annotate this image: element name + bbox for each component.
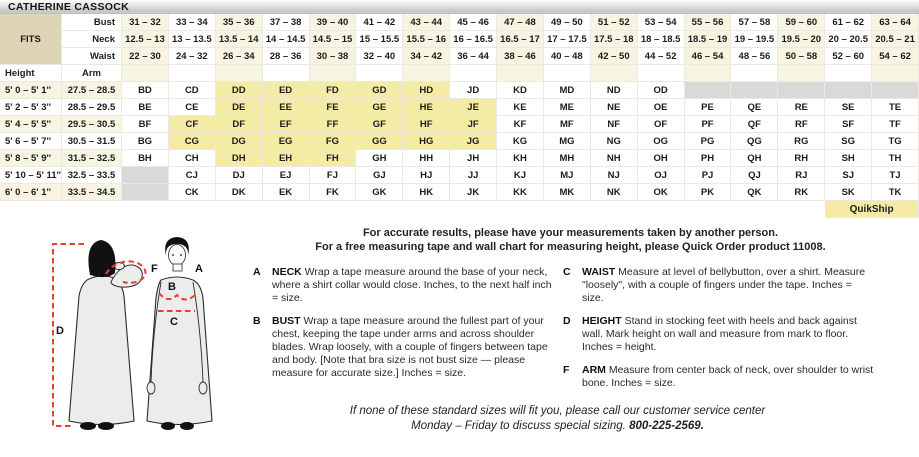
bust-range: 59 – 60 bbox=[778, 14, 825, 31]
size-code-cell: JJ bbox=[450, 167, 497, 184]
size-code-cell: MK bbox=[544, 184, 591, 201]
size-code-cell: NE bbox=[591, 99, 638, 116]
neck-range: 18 – 18.5 bbox=[638, 31, 685, 48]
size-code-cell: OJ bbox=[638, 167, 685, 184]
neck-range: 13.5 – 14 bbox=[216, 31, 263, 48]
neck-range: 12.5 – 13 bbox=[122, 31, 169, 48]
size-code-cell: GF bbox=[356, 116, 403, 133]
size-code-cell: CG bbox=[169, 133, 216, 150]
arm-range: 27.5 – 28.5 bbox=[62, 82, 122, 99]
waist-range: 46 – 54 bbox=[685, 48, 732, 65]
spacer-cell bbox=[216, 65, 263, 82]
size-code-cell bbox=[731, 82, 778, 99]
waist-range: 48 – 56 bbox=[731, 48, 778, 65]
arm-range: 31.5 – 32.5 bbox=[62, 150, 122, 167]
size-code-cell: RJ bbox=[778, 167, 825, 184]
size-code-cell: KE bbox=[497, 99, 544, 116]
size-code-cell: CE bbox=[169, 99, 216, 116]
size-code-cell: SE bbox=[825, 99, 872, 116]
size-code-cell: SJ bbox=[825, 167, 872, 184]
waist-range: 40 – 48 bbox=[544, 48, 591, 65]
size-code-cell bbox=[778, 82, 825, 99]
neck-range: 15.5 – 16 bbox=[403, 31, 450, 48]
height-range: 5' 6 – 5' 7'' bbox=[0, 133, 62, 150]
size-code-cell: NG bbox=[591, 133, 638, 150]
spacer-cell bbox=[591, 65, 638, 82]
size-code-cell: BG bbox=[122, 133, 169, 150]
bust-range: 43 – 44 bbox=[403, 14, 450, 31]
neck-range: 20.5 – 21 bbox=[872, 31, 919, 48]
size-code-cell: BH bbox=[122, 150, 169, 167]
size-code-cell bbox=[122, 167, 169, 184]
size-code-cell: JF bbox=[450, 116, 497, 133]
customer-service-phone: 800-225-2569. bbox=[629, 420, 704, 432]
waist-range: 30 – 38 bbox=[310, 48, 357, 65]
arm-range: 28.5 – 29.5 bbox=[62, 99, 122, 116]
size-code-cell: DJ bbox=[216, 167, 263, 184]
size-code-cell: NH bbox=[591, 150, 638, 167]
size-code-cell: OF bbox=[638, 116, 685, 133]
size-code-cell bbox=[122, 184, 169, 201]
size-code-cell: NK bbox=[591, 184, 638, 201]
size-code-cell: EJ bbox=[263, 167, 310, 184]
size-code-cell: TK bbox=[872, 184, 919, 201]
size-code-cell: MH bbox=[544, 150, 591, 167]
size-code-cell: HH bbox=[403, 150, 450, 167]
size-code-cell: DD bbox=[216, 82, 263, 99]
bust-range: 47 – 48 bbox=[497, 14, 544, 31]
size-code-cell: GD bbox=[356, 82, 403, 99]
height-range: 5' 8 – 5' 9'' bbox=[0, 150, 62, 167]
size-code-cell bbox=[872, 82, 919, 99]
size-code-cell: RE bbox=[778, 99, 825, 116]
size-code-cell: EK bbox=[263, 184, 310, 201]
height-range: 6' 0 – 6' 1'' bbox=[0, 184, 62, 201]
size-code-cell: OH bbox=[638, 150, 685, 167]
size-code-cell: FG bbox=[310, 133, 357, 150]
instruction-text: BUST Wrap a tape measure around the fullest part of your chest, keeping the tape under arms and across shoulder blades. Wrap loosely, with a couple of fingers between tape and body. [Note that bra size is not bust size — please measure for accurate size.] Inches = size. bbox=[272, 315, 548, 379]
size-code-cell: PH bbox=[685, 150, 732, 167]
size-code-cell: ED bbox=[263, 82, 310, 99]
size-code-cell: TG bbox=[872, 133, 919, 150]
waist-range: 54 – 62 bbox=[872, 48, 919, 65]
neck-range: 16.5 – 17 bbox=[497, 31, 544, 48]
size-grid bbox=[0, 14, 919, 218]
spacer-cell bbox=[638, 65, 685, 82]
size-code-cell: QG bbox=[731, 133, 778, 150]
figure-label-d: D bbox=[56, 325, 64, 337]
spacer-cell bbox=[825, 65, 872, 82]
size-code-cell: JE bbox=[450, 99, 497, 116]
size-code-cell: FJ bbox=[310, 167, 357, 184]
figure-label-b: B bbox=[168, 281, 176, 293]
size-code-cell: CD bbox=[169, 82, 216, 99]
size-code-cell: NF bbox=[591, 116, 638, 133]
instruction-text: WAIST Measure at level of bellybutton, over a shirt. Measure "loosely", with a couple of fingers under the tape. Inches = size. bbox=[582, 266, 866, 304]
spacer-cell bbox=[263, 65, 310, 82]
spacer-cell bbox=[778, 65, 825, 82]
size-code-cell: EG bbox=[263, 133, 310, 150]
chart-title: CATHERINE CASSOCK bbox=[0, 0, 919, 14]
bust-range: 31 – 32 bbox=[122, 14, 169, 31]
figure-label-f: F bbox=[151, 263, 158, 275]
measure-instruction-bust bbox=[253, 315, 558, 380]
instruction-letter: C bbox=[563, 266, 571, 278]
figure-label-c: C bbox=[170, 316, 178, 328]
size-code-cell: GE bbox=[356, 99, 403, 116]
size-code-cell: TJ bbox=[872, 167, 919, 184]
size-code-cell: QK bbox=[731, 184, 778, 201]
size-code-cell: SH bbox=[825, 150, 872, 167]
arm-range: 29.5 – 30.5 bbox=[62, 116, 122, 133]
size-code-cell: JK bbox=[450, 184, 497, 201]
waist-range: 26 – 34 bbox=[216, 48, 263, 65]
bust-range: 53 – 54 bbox=[638, 14, 685, 31]
size-code-cell: CK bbox=[169, 184, 216, 201]
waist-range: 38 – 46 bbox=[497, 48, 544, 65]
neck-range: 14 – 14.5 bbox=[263, 31, 310, 48]
size-code-cell: EE bbox=[263, 99, 310, 116]
bust-range: 33 – 34 bbox=[169, 14, 216, 31]
size-code-cell: QJ bbox=[731, 167, 778, 184]
size-code-cell: PK bbox=[685, 184, 732, 201]
instruction-text: ARM Measure from center back of neck, over shoulder to wrist bone. Inches = size. bbox=[582, 364, 874, 389]
size-code-cell: TE bbox=[872, 99, 919, 116]
height-range: 5' 2 – 5' 3'' bbox=[0, 99, 62, 116]
size-code-cell: DH bbox=[216, 150, 263, 167]
size-code-cell: OE bbox=[638, 99, 685, 116]
waist-range: 28 – 36 bbox=[263, 48, 310, 65]
size-code-cell: QH bbox=[731, 150, 778, 167]
size-code-cell: RF bbox=[778, 116, 825, 133]
bust-range: 55 – 56 bbox=[685, 14, 732, 31]
measure-instruction-waist bbox=[563, 266, 875, 305]
size-code-cell: GK bbox=[356, 184, 403, 201]
spacer-cell bbox=[544, 65, 591, 82]
size-code-cell: PG bbox=[685, 133, 732, 150]
special-sizing-line-1: If none of these standard sizes will fit you, please call our customer service center bbox=[349, 405, 766, 417]
bust-range: 35 – 36 bbox=[216, 14, 263, 31]
size-code-cell: KH bbox=[497, 150, 544, 167]
size-code-cell: MD bbox=[544, 82, 591, 99]
size-code-cell: FK bbox=[310, 184, 357, 201]
waist-range: 24 – 32 bbox=[169, 48, 216, 65]
size-code-cell: SF bbox=[825, 116, 872, 133]
size-code-cell: RK bbox=[778, 184, 825, 201]
height-range: 5' 10 – 5' 11'' bbox=[0, 167, 62, 184]
waist-row-label: Waist bbox=[62, 48, 122, 65]
bust-range: 51 – 52 bbox=[591, 14, 638, 31]
measure-instruction-height bbox=[563, 315, 875, 354]
size-code-cell: GG bbox=[356, 133, 403, 150]
size-code-cell: HF bbox=[403, 116, 450, 133]
instructions-column-left bbox=[253, 266, 558, 390]
special-sizing-line-2 bbox=[200, 419, 915, 434]
size-code-cell: ND bbox=[591, 82, 638, 99]
size-code-cell: HJ bbox=[403, 167, 450, 184]
special-sizing-note bbox=[200, 404, 915, 434]
size-code-cell: BD bbox=[122, 82, 169, 99]
size-code-cell: OG bbox=[638, 133, 685, 150]
size-code-cell: HG bbox=[403, 133, 450, 150]
size-code-cell: TF bbox=[872, 116, 919, 133]
waist-range: 36 – 44 bbox=[450, 48, 497, 65]
size-code-cell: RH bbox=[778, 150, 825, 167]
size-code-cell: HE bbox=[403, 99, 450, 116]
spacer-cell bbox=[731, 65, 778, 82]
size-code-cell: RG bbox=[778, 133, 825, 150]
size-code-cell: KG bbox=[497, 133, 544, 150]
spacer-cell bbox=[403, 65, 450, 82]
size-code-cell: FH bbox=[310, 150, 357, 167]
arm-col-label: Arm bbox=[62, 65, 122, 82]
size-code-cell bbox=[825, 82, 872, 99]
spacer-cell bbox=[450, 65, 497, 82]
waist-range: 32 – 40 bbox=[356, 48, 403, 65]
fits-label: FITS bbox=[0, 14, 62, 65]
spacer-cell bbox=[497, 65, 544, 82]
size-code-cell: GH bbox=[356, 150, 403, 167]
size-code-cell: FE bbox=[310, 99, 357, 116]
quikship-badge: QuikShip bbox=[825, 201, 919, 218]
size-code-cell: GJ bbox=[356, 167, 403, 184]
waist-range: 52 – 60 bbox=[825, 48, 872, 65]
quikship-filler bbox=[0, 201, 825, 218]
measure-instruction-neck bbox=[253, 266, 558, 305]
special-sizing-line-2-text: Monday – Friday to discuss special sizing. bbox=[411, 420, 630, 432]
size-code-cell: KK bbox=[497, 184, 544, 201]
bust-range: 57 – 58 bbox=[731, 14, 778, 31]
size-code-cell: ME bbox=[544, 99, 591, 116]
neck-range: 18.5 – 19 bbox=[685, 31, 732, 48]
intro-text bbox=[222, 226, 919, 254]
figure-label-a: A bbox=[195, 263, 203, 275]
size-code-cell: DE bbox=[216, 99, 263, 116]
instruction-text: HEIGHT Stand in stocking feet with heels and back against wall. Mark height on wall and measure from mark to floor. Inches = height. bbox=[582, 315, 857, 353]
size-code-cell: CH bbox=[169, 150, 216, 167]
spacer-cell bbox=[356, 65, 403, 82]
size-code-cell: MF bbox=[544, 116, 591, 133]
neck-range: 13 – 13.5 bbox=[169, 31, 216, 48]
intro-line-2: For a free measuring tape and wall chart for measuring height, please Quick Order product 11008. bbox=[315, 241, 826, 253]
size-code-cell: DF bbox=[216, 116, 263, 133]
size-code-cell: FD bbox=[310, 82, 357, 99]
size-code-cell: HK bbox=[403, 184, 450, 201]
height-range: 5' 0 – 5' 1'' bbox=[0, 82, 62, 99]
measure-instruction-arm bbox=[563, 364, 875, 390]
size-code-cell: BF bbox=[122, 116, 169, 133]
arm-range: 32.5 – 33.5 bbox=[62, 167, 122, 184]
intro-line-1: For accurate results, please have your measurements taken by another person. bbox=[362, 227, 779, 239]
size-code-cell: EF bbox=[263, 116, 310, 133]
waist-range: 34 – 42 bbox=[403, 48, 450, 65]
size-code-cell: HD bbox=[403, 82, 450, 99]
size-code-cell bbox=[685, 82, 732, 99]
arm-range: 33.5 – 34.5 bbox=[62, 184, 122, 201]
bust-range: 41 – 42 bbox=[356, 14, 403, 31]
size-code-cell: SG bbox=[825, 133, 872, 150]
height-col-label: Height bbox=[0, 65, 62, 82]
size-code-cell: QE bbox=[731, 99, 778, 116]
neck-range: 16 – 16.5 bbox=[450, 31, 497, 48]
size-code-cell: DG bbox=[216, 133, 263, 150]
bust-row-label: Bust bbox=[62, 14, 122, 31]
size-code-cell: EH bbox=[263, 150, 310, 167]
spacer-cell bbox=[122, 65, 169, 82]
size-code-cell: SK bbox=[825, 184, 872, 201]
waist-range: 44 – 52 bbox=[638, 48, 685, 65]
instruction-text: NECK Wrap a tape measure around the base of your neck, where a shirt collar would close. Inches, to the next half inch = size. bbox=[272, 266, 552, 304]
spacer-cell bbox=[685, 65, 732, 82]
neck-range: 14.5 – 15 bbox=[310, 31, 357, 48]
waist-range: 22 – 30 bbox=[122, 48, 169, 65]
size-code-cell: FF bbox=[310, 116, 357, 133]
spacer-cell bbox=[169, 65, 216, 82]
size-code-cell: OK bbox=[638, 184, 685, 201]
neck-range: 15 – 15.5 bbox=[356, 31, 403, 48]
bust-range: 61 – 62 bbox=[825, 14, 872, 31]
size-code-cell: NJ bbox=[591, 167, 638, 184]
bust-range: 45 – 46 bbox=[450, 14, 497, 31]
size-code-cell: OD bbox=[638, 82, 685, 99]
neck-range: 19 – 19.5 bbox=[731, 31, 778, 48]
bust-range: 49 – 50 bbox=[544, 14, 591, 31]
size-code-cell: KD bbox=[497, 82, 544, 99]
instruction-letter: D bbox=[563, 315, 571, 327]
height-range: 5' 4 – 5' 5'' bbox=[0, 116, 62, 133]
size-code-cell: BE bbox=[122, 99, 169, 116]
size-code-cell: PE bbox=[685, 99, 732, 116]
neck-row-label: Neck bbox=[62, 31, 122, 48]
waist-range: 42 – 50 bbox=[591, 48, 638, 65]
instruction-letter: F bbox=[563, 364, 570, 376]
instruction-letter: A bbox=[253, 266, 261, 278]
size-code-cell: CJ bbox=[169, 167, 216, 184]
size-code-cell: CF bbox=[169, 116, 216, 133]
size-code-cell: JG bbox=[450, 133, 497, 150]
waist-range: 50 – 58 bbox=[778, 48, 825, 65]
arm-range: 30.5 – 31.5 bbox=[62, 133, 122, 150]
size-code-cell: QF bbox=[731, 116, 778, 133]
size-code-cell: KJ bbox=[497, 167, 544, 184]
instruction-letter: B bbox=[253, 315, 261, 327]
size-code-cell: TH bbox=[872, 150, 919, 167]
back-view-figure bbox=[69, 240, 142, 430]
size-code-cell: PF bbox=[685, 116, 732, 133]
instructions-column-right bbox=[563, 266, 875, 400]
neck-range: 17.5 – 18 bbox=[591, 31, 638, 48]
size-code-cell: DK bbox=[216, 184, 263, 201]
neck-range: 17 – 17.5 bbox=[544, 31, 591, 48]
size-code-cell: KF bbox=[497, 116, 544, 133]
bust-range: 39 – 40 bbox=[310, 14, 357, 31]
size-code-cell: MG bbox=[544, 133, 591, 150]
spacer-cell bbox=[872, 65, 919, 82]
neck-range: 19.5 – 20 bbox=[778, 31, 825, 48]
size-code-cell: JH bbox=[450, 150, 497, 167]
size-code-cell: JD bbox=[450, 82, 497, 99]
neck-range: 20 – 20.5 bbox=[825, 31, 872, 48]
bust-range: 37 – 38 bbox=[263, 14, 310, 31]
spacer-cell bbox=[310, 65, 357, 82]
size-code-cell: MJ bbox=[544, 167, 591, 184]
bust-range: 63 – 64 bbox=[872, 14, 919, 31]
size-code-cell: PJ bbox=[685, 167, 732, 184]
